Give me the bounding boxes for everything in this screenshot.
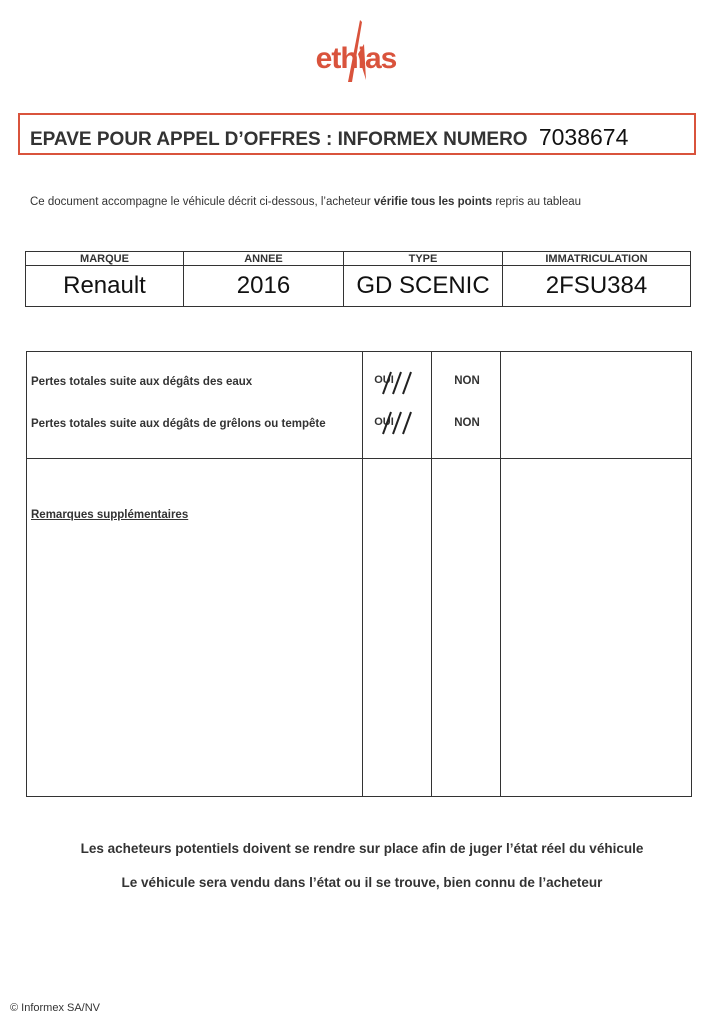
footer-line-2: Le véhicule sera vendu dans l’état ou il se trouve, bien connu de l’acheteur [121,875,603,890]
strike-mark-grelons [373,408,423,436]
intro-after: repris au tableau [492,196,582,208]
header-immatriculation: IMMATRICULATION [503,252,691,266]
non-eaux: NON [454,375,480,387]
row-label-eaux: Pertes totales suite aux dégâts des eaux [31,376,253,388]
intro-text [30,196,581,208]
copyright: © Informex SA/NV [10,1002,101,1014]
intro-before: Ce document accompagne le véhicule décrit ci-dessous, l’acheteur [30,196,374,208]
value-marque: Renault [26,266,184,307]
header-type: TYPE [344,252,503,266]
remarks-label: Remarques supplémentaires [31,509,189,521]
row-label-grelons: Pertes totales suite aux dégâts de grêlons ou tempête [31,418,326,430]
oui-grelons: OUI [374,416,394,428]
vehicle-table [25,251,691,307]
grid-divider [500,352,501,796]
informex-number: 7038674 [538,124,629,150]
oui-eaux: OUI [374,374,394,386]
header-marque: MARQUE [26,252,184,266]
value-type: GD SCENIC [344,266,503,307]
non-grelons: NON [454,417,480,429]
value-annee: 2016 [184,266,344,307]
grid-divider [431,352,432,796]
footer-line-1: Les acheteurs potentiels doivent se rendre sur place afin de juger l’état réel du véhicule [80,841,644,856]
strike-mark-eaux [373,368,423,396]
page-title [30,124,628,151]
title-label: EPAVE POUR APPEL D’OFFRES : INFORMEX NUMERO [30,129,528,150]
ethias-logo [300,14,412,86]
checks-grid [26,351,692,797]
intro-bold: vérifie tous les points [373,196,493,208]
logo-text: ethias [315,42,397,75]
grid-divider [27,458,691,459]
title-box [18,113,696,155]
header-annee: ANNEE [184,252,344,266]
value-immatriculation: 2FSU384 [503,266,691,307]
